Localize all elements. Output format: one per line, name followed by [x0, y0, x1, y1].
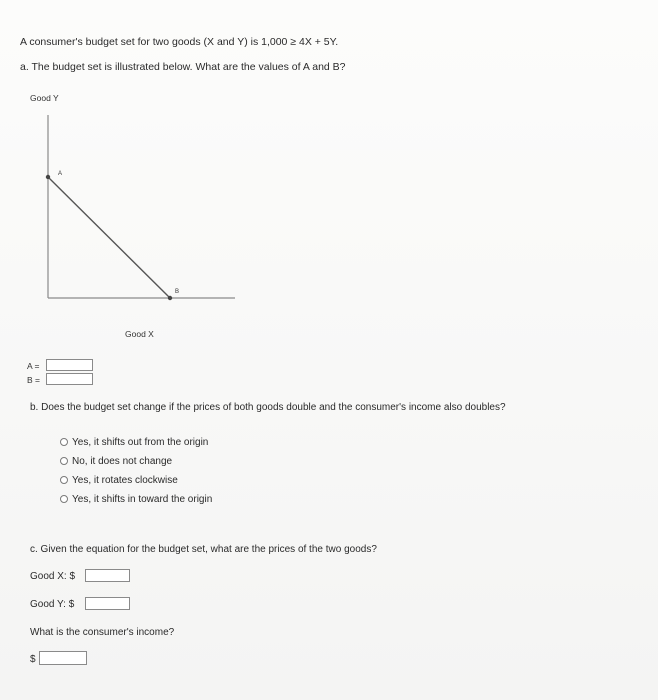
answer-a-label: A = — [27, 361, 40, 371]
good-x-price-label: Good X: $ — [30, 571, 76, 582]
option-rotates-clockwise[interactable] — [60, 473, 178, 487]
answer-b-label: B = — [27, 375, 40, 385]
radio-button[interactable] — [60, 457, 68, 465]
part-b-prompt: b. Does the budget set change if the prices of both goods double and the consumer's income also doubles? — [30, 402, 506, 413]
good-x-price-input[interactable] — [85, 569, 130, 582]
radio-button[interactable] — [60, 476, 68, 484]
income-currency-symbol: $ — [30, 654, 36, 665]
part-c-prompt: c. Given the equation for the budget set, what are the prices of the two goods? — [30, 544, 377, 555]
answer-a-input[interactable] — [46, 359, 93, 371]
question-intro: A consumer's budget set for two goods (X and Y) is 1,000 ≥ 4X + 5Y. — [20, 36, 339, 48]
option-label: Yes, it shifts in toward the origin — [72, 493, 213, 505]
part-a-prompt: a. The budget set is illustrated below. What are the values of A and B? — [20, 61, 346, 73]
good-y-price-label: Good Y: $ — [30, 599, 75, 610]
option-label: Yes, it rotates clockwise — [72, 474, 178, 486]
income-question: What is the consumer's income? — [30, 627, 175, 638]
graph-x-axis-label: Good X — [125, 329, 154, 339]
point-b-label: B — [175, 289, 180, 295]
point-a-label: A — [58, 171, 63, 177]
graph-y-axis-label: Good Y — [30, 93, 59, 103]
radio-button[interactable] — [60, 438, 68, 446]
option-no-change[interactable] — [60, 454, 172, 468]
radio-button[interactable] — [60, 495, 68, 503]
good-y-price-input[interactable] — [85, 597, 130, 610]
answer-b-input[interactable] — [46, 373, 93, 385]
budget-line — [48, 177, 170, 298]
option-label: Yes, it shifts out from the origin — [72, 436, 209, 448]
point-b-marker — [168, 296, 172, 300]
option-label: No, it does not change — [72, 455, 173, 467]
income-input[interactable] — [39, 651, 87, 665]
option-shifts-out[interactable] — [60, 435, 208, 449]
option-shifts-in[interactable] — [60, 492, 212, 506]
point-a-marker — [46, 175, 50, 179]
